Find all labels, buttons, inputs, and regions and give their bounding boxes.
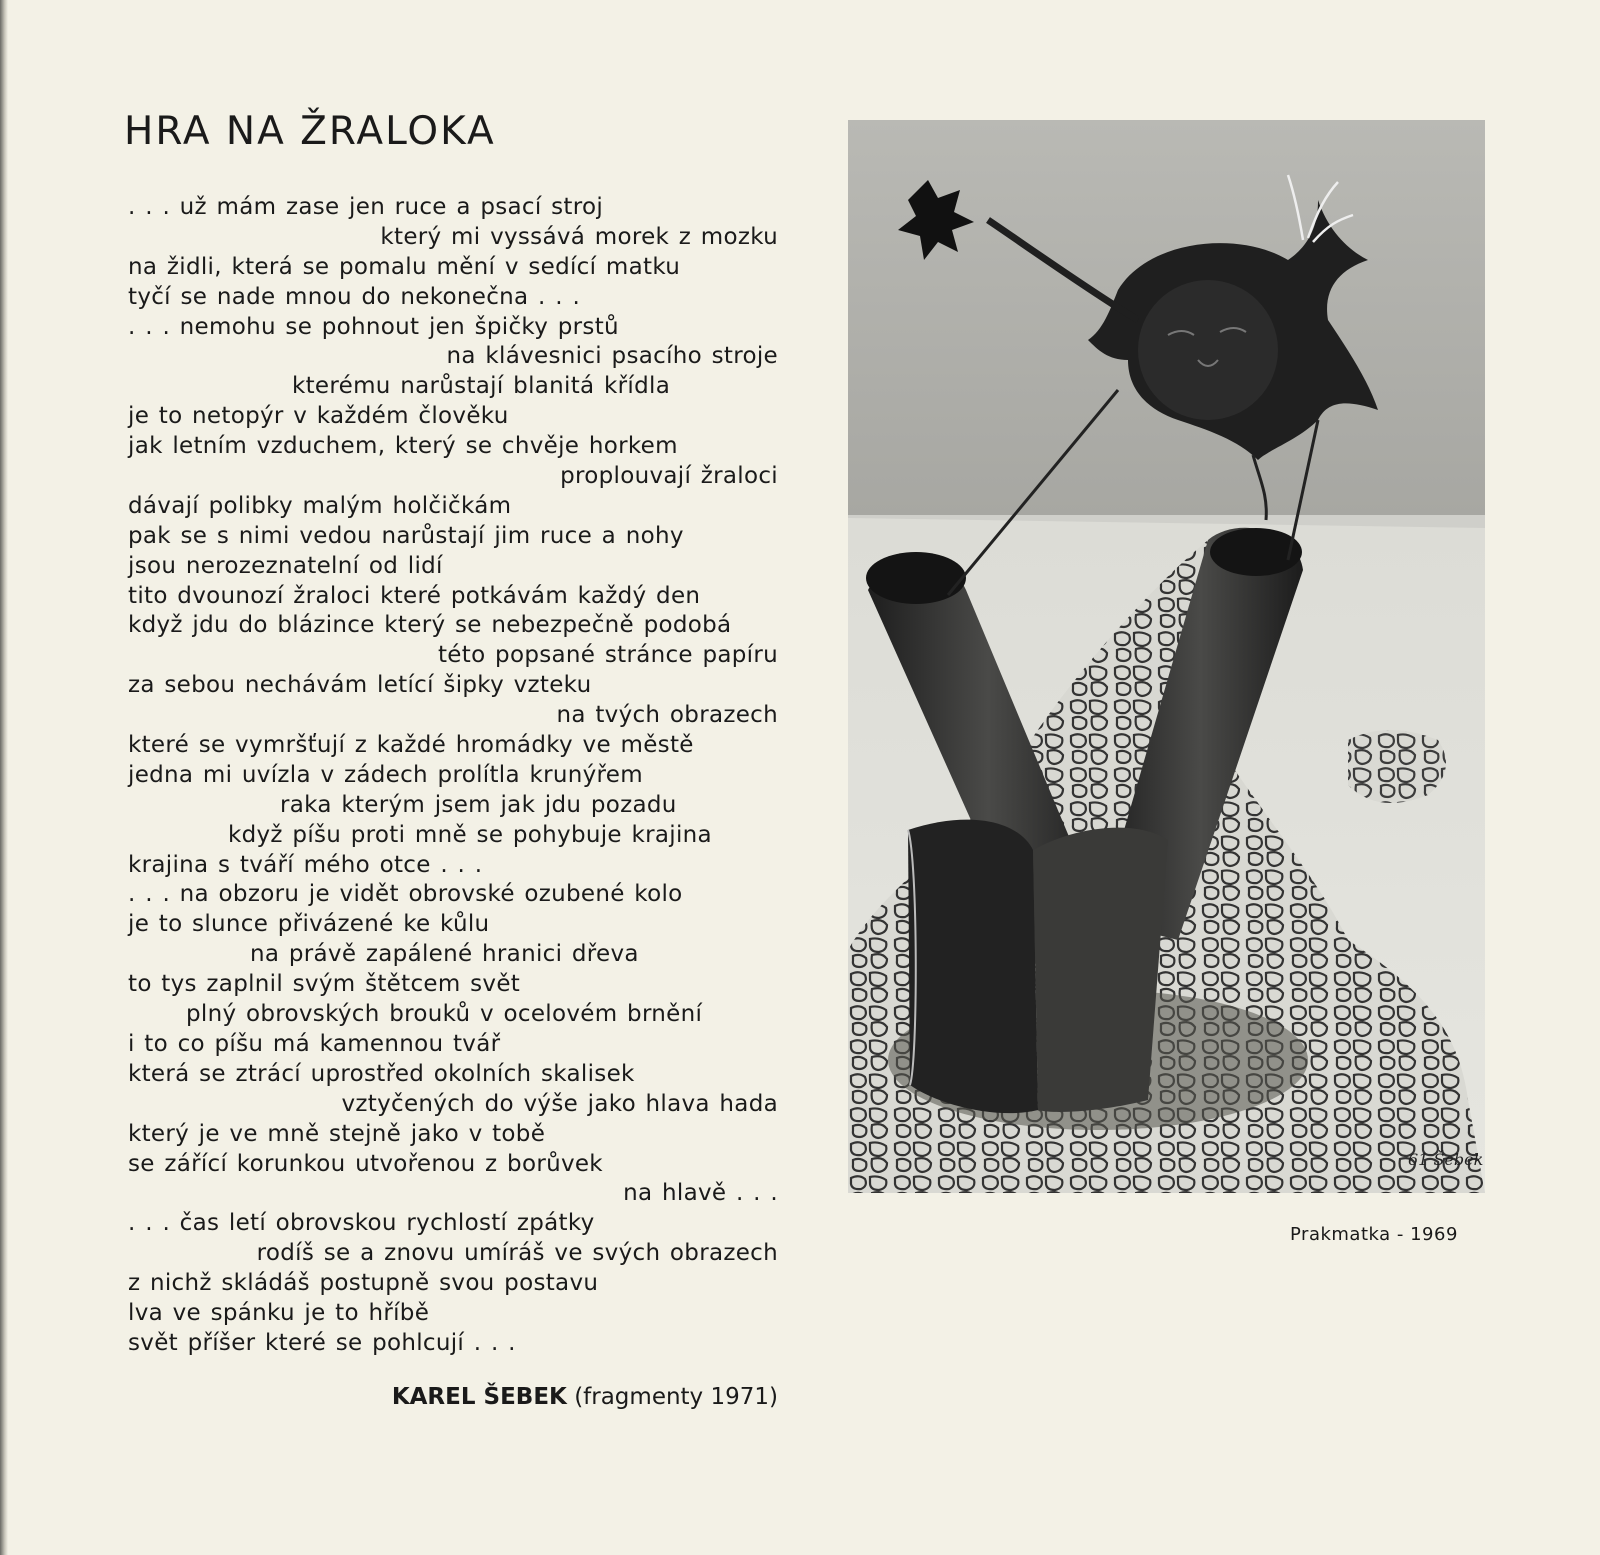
poem-line: vztyčených do výše jako hlava hada [341,1090,778,1117]
poem-line: na právě zapálené hranici dřeva [250,941,639,968]
poem-title: HRA NA ŽRALOKA [124,109,496,154]
author-name: KAREL ŠEBEK [391,1384,567,1410]
poem-line: . . . čas letí obrovskou rychlostí zpátky [128,1210,595,1237]
poem-line: z nichž skládáš postupně svou postavu [128,1270,599,1297]
poem-line: pak se s nimi vedou narůstají jim ruce a nohy [128,522,684,549]
poem-line: to tys zaplnil svým štětcem svět [128,971,521,998]
poem-line: plný obrovských brouků v ocelovém brnění [186,1001,703,1028]
stone-cluster [1348,730,1446,803]
poem-line: jak letním vzduchem, který se chvěje horkem [128,433,678,460]
poem-line: proplouvají žraloci [560,463,778,490]
poem-line: tyčí se nade mnou do nekonečna . . . [128,283,581,310]
poem-line: kterému narůstají blanitá křídla [292,373,671,400]
poem-line: který mi vyssává morek z mozku [380,223,778,250]
poem-line: svět příšer které se pohlcují . . . [128,1329,516,1356]
poem-line: na klávesnici psacího stroje [446,343,778,370]
poem-line: rodíš se a znovu umíráš ve svých obrazech [256,1240,778,1267]
curled-sheet-fold [1033,828,1168,1112]
curled-sheet [908,820,1038,1114]
poem-line: dávají polibky malým holčičkám [128,492,512,519]
poem-line: jedna mi uvízla v zádech prolítla krunýřem [128,761,643,788]
poem-line: jsou nerozeznatelní od lidí [128,552,443,579]
poem-line: když jdu do blázince který se nebezpečně podobá [128,612,732,639]
poem-line: je to netopýr v každém člověku [128,403,509,430]
left-tube-opening [866,552,966,604]
poem-line: . . . už mám zase jen ruce a psací stroj [128,194,604,220]
poem-line: krajina s tváří mého otce . . . [128,851,483,878]
poem-line: i to co píšu má kamennou tvář [128,1030,501,1057]
artwork-signature: 61 Šebek [1408,1150,1484,1169]
poem-line: . . . na obzoru je vidět obrovské ozubené kolo [128,881,683,908]
poem-line: . . . nemohu se pohnout jen špičky prstů [128,313,619,340]
poem-line: tito dvounozí žraloci které potkávám každý den [128,582,701,609]
poem-line: který je ve mně stejně jako v tobě [128,1120,546,1147]
poem-line: na hlavě . . . [623,1180,778,1207]
poem-line: které se vymršťují z každé hromádky ve městě [128,732,694,759]
poem-signature [128,1382,778,1412]
poem-line: raka kterým jsem jak jdu pozadu [280,791,677,818]
artwork-photo [848,120,1485,1193]
poem-body [128,193,778,1359]
poem-line: na tvých obrazech [556,702,778,729]
signature-note: (fragmenty 1971) [574,1384,778,1410]
poem-line: která se ztrácí uprostřed okolních skalisek [128,1060,635,1087]
artwork-caption: Prakmatka - 1969 [1290,1224,1458,1245]
poem-line: na židli, která se pomalu mění v sedící matku [128,253,681,280]
poem-line: se zářící korunkou utvořenou z borůvek [128,1150,603,1177]
bat-head [1138,280,1278,420]
poem-line: je to slunce přivázené ke kůlu [128,911,490,938]
book-spine-shadow [0,0,8,1555]
poem-line: této popsané stránce papíru [437,642,778,669]
poem-line: lva ve spánku je to hříbě [128,1299,430,1326]
poem-line: když píšu proti mně se pohybuje krajina [228,821,712,848]
poem-line: za sebou nechávám letící šipky vzteku [128,672,592,699]
